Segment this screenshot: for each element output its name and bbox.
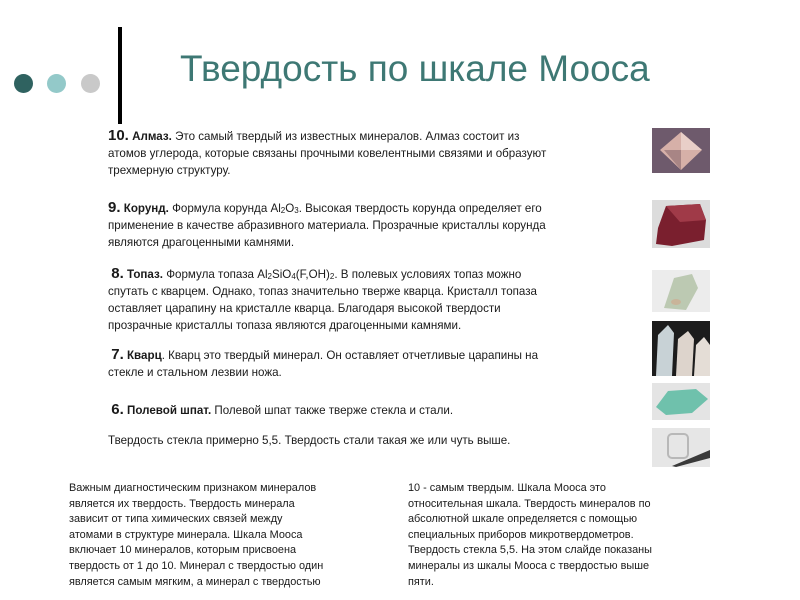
mineral-name: Полевой шпат. [126, 404, 212, 417]
decor-dot-light [47, 74, 66, 93]
formula-subscript: 2 [280, 206, 286, 215]
diamond-image [652, 128, 710, 173]
mineral-text: O [285, 202, 295, 215]
mineral-text: SiO [271, 268, 292, 281]
glass-hardness-note: Твердость стекла примерно 5,5. Твердость стали такая же или чуть выше. [108, 434, 511, 447]
mineral-number: 7. [111, 346, 124, 363]
topaz-image [652, 270, 710, 312]
text-line: Важным диагностическим признаком минералов [69, 482, 317, 494]
mineral-topaz [108, 265, 628, 334]
mineral-name: Корунд. [123, 202, 169, 215]
intro-text-right [408, 481, 652, 590]
mineral-text: прозрачные кристаллы топаза являются драгоценными камнями. [108, 319, 462, 332]
mineral-quartz [108, 346, 628, 381]
decor-dot-gray [81, 74, 100, 93]
mineral-text: применение в качестве абразивного материала. Прозрачные кристаллы корунда [108, 219, 546, 232]
mineral-text: спутать с кварцем. Однако, топаз значительно тверже кварца. Кристалл топаза [108, 285, 538, 298]
mineral-text: являются драгоценными камнями. [108, 236, 295, 249]
mineral-corundum [108, 199, 628, 251]
mineral-number: 8. [111, 265, 124, 282]
formula-subscript: 2 [267, 272, 272, 281]
intro-text-left [69, 481, 323, 590]
formula-subscript: 3 [294, 206, 299, 215]
glass-image [652, 428, 710, 467]
decor-dot-dark [14, 74, 33, 93]
slide-title: Твердость по шкале Мооса [180, 48, 650, 89]
text-line: твердость от 1 до 10. Минерал с твердостью один [69, 559, 324, 572]
text-line: является самым мягким, а минерал с твердостью [69, 575, 321, 588]
mineral-text: . Высокая твердость корунда определяет его [298, 202, 542, 215]
mineral-text: Это самый твердый из известных минералов. Алмаз состоит из [171, 130, 520, 143]
formula-subscript: 2 [329, 272, 335, 281]
text-line: является их твердость. Твердость минерала [69, 497, 295, 510]
text-line: относительная шкала. Твердость минералов по [408, 497, 651, 510]
mineral-number: 9. [108, 199, 121, 216]
mineral-text: Формула топаза Al [163, 268, 268, 281]
mineral-text: . Кварц это твердый минерал. Он оставляет отчетливые царапины на [161, 349, 539, 362]
mineral-diamond [108, 127, 628, 179]
mineral-name: Топаз. [126, 268, 163, 281]
corundum-image [652, 200, 710, 248]
text-line: пяти. [408, 575, 434, 588]
text-line: абсолютной шкале определяется с помощью [408, 513, 638, 526]
text-line: специальных приборов микротвердометров. [408, 528, 634, 541]
mineral-name: Кварц [126, 349, 162, 362]
mineral-number: 10. [108, 127, 129, 144]
mineral-text: атомов углерода, которые связаны прочными ковелентными связями и образуют [108, 147, 547, 160]
text-line: Твердость стекла 5,5. На этом слайде показаны [408, 544, 652, 557]
mineral-text: (F,OH) [295, 268, 330, 281]
text-line: включает 10 минералов, которым присвоена [69, 544, 297, 557]
text-line: атомами в структуре минерала. Шкала Мооса [69, 528, 303, 541]
mineral-text: Полевой шпат также тверже стекла и стали. [211, 404, 454, 417]
mineral-text: стекле и стальном лезвии ножа. [108, 366, 282, 379]
title-divider [118, 27, 122, 124]
text-line: минералы из шкалы Мооса с твердостью выше [408, 559, 650, 572]
mineral-text: . В полевых условиях топаз можно [334, 268, 522, 281]
formula-subscript: 4 [291, 272, 296, 281]
quartz-image [652, 321, 710, 376]
feldspar-image [652, 383, 710, 420]
mineral-text: оставляет царапину на кристалле кварца. Благодаря высокой твердости [108, 302, 501, 315]
mineral-text: трехмерную структуру. [108, 164, 231, 177]
mineral-feldspar [108, 401, 628, 419]
text-line: 10 - самым твердым. Шкала Мооса это [408, 482, 606, 494]
text-line: зависит от типа химических связей между [69, 513, 283, 526]
mineral-name: Алмаз. [132, 130, 172, 143]
mineral-number: 6. [111, 401, 124, 418]
mineral-text: Формула корунда Al [168, 202, 281, 215]
